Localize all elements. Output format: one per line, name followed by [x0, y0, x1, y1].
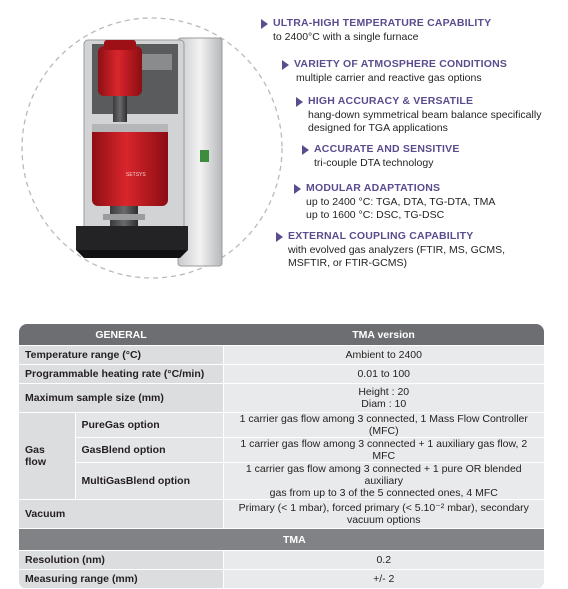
row-value [223, 463, 544, 500]
row-value: 0.01 to 100 [223, 365, 544, 384]
instrument-brand-label: SETSYS [126, 172, 146, 178]
feature-text: hang-down symmetrical beam balance specifically [308, 109, 542, 121]
table-row [19, 570, 544, 589]
table-row [19, 413, 544, 438]
feature-text: to 2400°C with a single furnace [273, 31, 419, 43]
arrow-icon [276, 232, 283, 242]
row-label: GasBlend option [75, 438, 223, 463]
table-row [19, 500, 544, 529]
value-line: Height : 20 [358, 386, 410, 398]
row-value: +/- 2 [223, 570, 544, 589]
row-value: 1 carrier gas flow among 3 connected, 1 Mass Flow Controller (MFC) [223, 413, 544, 438]
table-row [19, 346, 544, 365]
feature-text: up to 1600 °C: DSC, TG-DSC [306, 209, 445, 221]
row-label: Maximum sample size (mm) [19, 384, 223, 413]
feature-text: multiple carrier and reactive gas options [296, 72, 482, 84]
value-line: gas from up to 3 of the 5 connected ones, 4 MFC [269, 487, 498, 499]
row-label: Temperature range (°C) [19, 346, 223, 365]
header-general: GENERAL [19, 324, 223, 346]
row-value [223, 384, 544, 413]
feature-text: tri-couple DTA technology [314, 157, 434, 169]
row-value [223, 500, 544, 529]
header-tma-version: TMA version [223, 324, 544, 346]
table-row [19, 365, 544, 384]
feature-text: MSFTIR, or FTIR-GCMS) [288, 257, 407, 269]
value-line: vacuum options [346, 514, 421, 526]
table-section-header [19, 529, 544, 551]
table-row [19, 463, 544, 500]
row-label: Resolution (nm) [19, 551, 223, 570]
table-row [19, 551, 544, 570]
spec-table [19, 324, 544, 589]
arrow-icon [294, 184, 301, 194]
value-line: 1 carrier gas flow among 3 connected + 1 pure OR blended auxiliary [245, 463, 522, 487]
table-header-row [19, 324, 544, 346]
row-value: 0.2 [223, 551, 544, 570]
row-label: Measuring range (mm) [19, 570, 223, 589]
gas-flow-label: Gas flow [19, 413, 75, 500]
arrow-icon [261, 19, 268, 29]
status-indicator [200, 150, 209, 162]
table-row [19, 384, 544, 413]
row-label: Vacuum [19, 500, 223, 529]
value-line: Diam : 10 [361, 398, 407, 410]
feature-title: MODULAR ADAPTATIONS [306, 182, 441, 194]
arrow-icon [282, 60, 289, 70]
feature-title: EXTERNAL COUPLING CAPABILITY [288, 230, 474, 242]
section-title-tma: TMA [223, 529, 544, 551]
feature-title: VARIETY OF ATMOSPHERE CONDITIONS [294, 58, 508, 70]
feature-text: designed for TGA applications [308, 122, 448, 134]
row-value: Ambient to 2400 [223, 346, 544, 365]
row-label: PureGas option [75, 413, 223, 438]
row-label: Programmable heating rate (°C/min) [19, 365, 223, 384]
feature-title: ULTRA-HIGH TEMPERATURE CAPABILITY [273, 17, 492, 29]
feature-title: ACCURATE AND SENSITIVE [314, 143, 460, 155]
arrow-icon [296, 97, 303, 107]
row-value: 1 carrier gas flow among 3 connected + 1 auxiliary gas flow, 2 MFC [223, 438, 544, 463]
feature-text: with evolved gas analyzers (FTIR, MS, GCMS, [288, 244, 506, 256]
feature-text: up to 2400 °C: TGA, DTA, TG-DTA, TMA [306, 196, 496, 208]
table-row [19, 438, 544, 463]
section-spacer [19, 529, 223, 551]
value-line: Primary (< 1 mbar), forced primary (< 5.10⁻² mbar), secondary [238, 502, 529, 514]
feature-title: HIGH ACCURACY & VERSATILE [308, 95, 474, 107]
row-label: MultiGasBlend option [75, 463, 223, 500]
arrow-icon [302, 145, 309, 155]
